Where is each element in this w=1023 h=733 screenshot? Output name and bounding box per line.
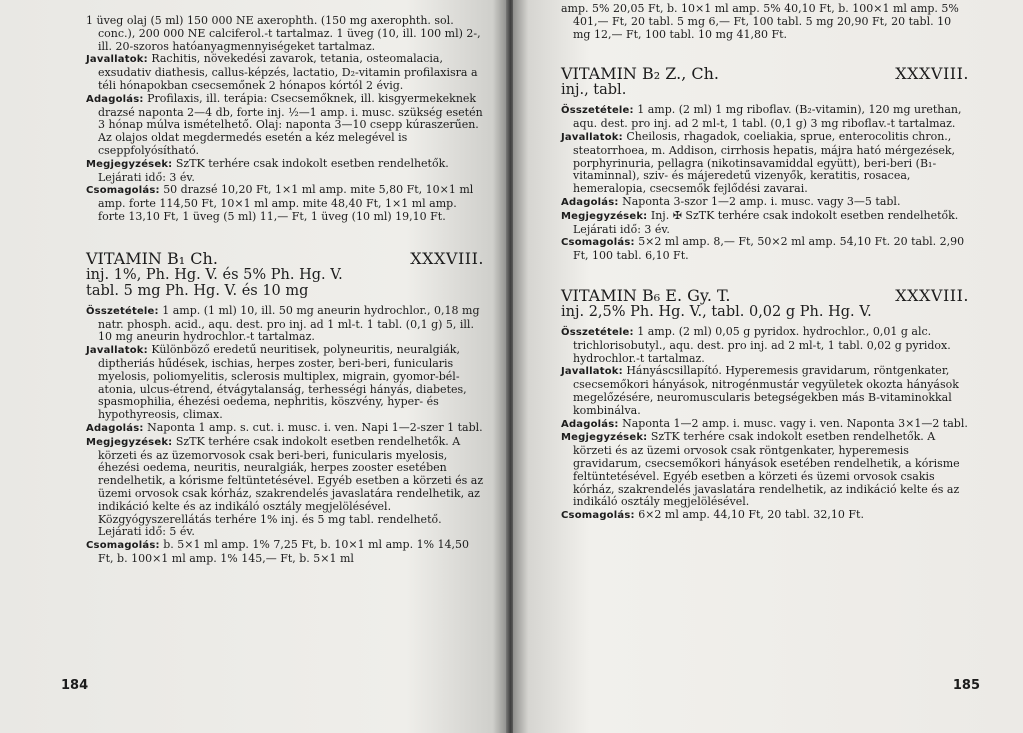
entry-title: VITAMIN B₂ Z., Ch. xyxy=(561,64,719,84)
notes-paragraph xyxy=(561,431,969,509)
paragraph-label: Javallatok: xyxy=(86,54,148,66)
paragraph-label: Csomagolás: xyxy=(561,237,635,249)
packaging-paragraph xyxy=(86,184,484,223)
dosage-paragraph xyxy=(86,93,484,158)
composition-paragraph xyxy=(561,326,969,365)
paragraph-text: Naponta 1 amp. s. cut. i. musc. i. ven. Napi 1—2-szer 1 tabl. xyxy=(147,420,483,434)
paragraph-text: 5×2 ml amp. 8,— Ft, 50×2 ml amp. 54,10 Ft. 20 tabl. 2,90 Ft, 100 tabl. 6,10 Ft. xyxy=(573,235,965,263)
paragraph-text: Inj. ✠ SzTK terhére csak indokolt esetben rendelhetők. Lejárati idő: 3 év. xyxy=(573,208,959,236)
composition-paragraph xyxy=(86,305,484,344)
paragraph-label: Adagolás: xyxy=(86,93,144,105)
paragraph-label: Összetétele: xyxy=(561,105,634,117)
paragraph-label: Megjegyzések: xyxy=(561,210,648,222)
paragraph-label: Adagolás: xyxy=(86,422,144,434)
packaging-paragraph xyxy=(86,539,484,566)
paragraph-text: Különböző eredetű neuritisek, polyneuritis, neuralgiák, diptheriás hűdések, ischias, herpes zoster, beri-beri, funicularis myelosis, poliomyelitis, sclerosis multiplex, migrain, gyomor-bél-atonia, ulcus-étrend, étvágytalanság, terhességi hányás, diabetes, spasmophilia, éhezési oedema, nephritis, köszvény, hyper- és hypothyreosis, climax. xyxy=(98,343,467,422)
paragraph-label: Csomagolás: xyxy=(561,510,635,522)
indications-paragraph xyxy=(86,53,484,92)
entry-heading xyxy=(561,287,969,304)
paragraph-text: Naponta 3-szor 1—2 amp. i. musc. vagy 3—5 tabl. xyxy=(622,194,901,208)
paragraph-label: Összetétele: xyxy=(561,326,634,338)
paragraph-label: Javallatok: xyxy=(86,345,148,357)
notes-paragraph xyxy=(561,210,969,237)
right-column xyxy=(561,3,969,523)
notes-paragraph xyxy=(86,436,484,539)
paragraph-text: 1 amp. (2 ml) 1 mg riboflav. (B₂-vitamin), 120 mg urethan, aqu. dest. pro inj. ad 2 ml-t, 1 tabl. (0,1 g) 3 mg riboflav.-t tartalmaz. xyxy=(573,103,962,131)
indications-paragraph xyxy=(86,344,484,422)
paragraph-text: Rachitis, növekedési zavarok, tetania, osteomalacia, exsudativ diathesis, callus-képzés, lactatio, D₂-vitamin profilaxisra a téli hónapokban csecsemőnek 2 hónapos kórtól 2 évig. xyxy=(98,52,478,92)
paragraph-text: 1 amp. (1 ml) 10, ill. 50 mg aneurin hydrochlor., 0,18 mg natr. phosph. acid., aqu. dest. pro inj. ad 1 ml-t. 1 tabl. (0,1 g) 5, ill. 10 mg aneurin hydrochlor.-t tartalmaz. xyxy=(98,303,480,344)
page-number: 184 xyxy=(61,678,89,693)
paragraph-text: 1 üveg olaj (5 ml) 150 000 NE axerophth. (150 mg axerophth. sol. conc.), 200 000 NE calciferol.-t tartalmaz. 1 üveg (10, ill. 100 ml) 2-, ill. 20-szoros hatóanyagmennyiségeket tartalmaz. xyxy=(86,14,481,53)
paragraph-text: SzTK terhére csak indokolt esetben rendelhetők. Lejárati idő: 3 év. xyxy=(98,156,449,184)
paragraph-label: Csomagolás: xyxy=(86,540,160,552)
paragraph-label: Javallatok: xyxy=(561,131,623,143)
paragraph-label: Adagolás: xyxy=(561,196,619,208)
paragraph-text: Hányáscsillapító. Hyperemesis gravidarum, röntgenkater, csecsemőkori hányások, nitrogénmustár vegyületek okozta hányások megelőzésére, neuromuscularis betegségekben más B-vitaminokkal kombinálva. xyxy=(573,364,959,417)
composition-paragraph xyxy=(561,104,969,131)
paragraph-text: Naponta 1—2 amp. i. musc. vagy i. ven. Naponta 3×1—2 tabl. xyxy=(622,416,968,430)
dosage-paragraph xyxy=(86,422,484,436)
left-column xyxy=(86,15,484,566)
paragraph-text: SzTK terhére csak indokolt esetben rendelhetők. A körzeti és az üzemi orvosok csak röntgenkater, hyperemesis gravidarum, csecsemőkori hányások esetében rendelhetik, a kórisme feltüntetésével. Egyéb esetben a körzeti és üzemi orvosok csakis kórház, szakrendelés javaslatára rendelhetik, az indikáció kelte és az indikáló osztály megjelölésével. xyxy=(573,430,960,509)
indications-paragraph xyxy=(561,365,969,417)
entry-code: XXXVIII. xyxy=(895,285,969,305)
entry-code: XXXVIII. xyxy=(410,248,484,268)
paragraph-text: SzTK terhére csak indokolt esetben rendelhetők. A körzeti és az üzemorvosok csak beri-beri, funicularis myelosis, éhezési oedema, neuritis, neuralgiák, herpes zooster esetében rendelhetik, a kórisme feltüntetésével. Egyéb esetben a körzeti és az üzemi orvosok csak kórház, szakrendelés javaslatára rendelhetik, az indikáció kelte és az indikáló osztály megjelölésével. Közgyógyszerellátás terhére 1% inj. és 5 mg tabl. rendelhető. Lejárati idő: 5 év. xyxy=(98,434,484,539)
paragraph-text: 1 amp. (2 ml) 0,05 g pyridox. hydrochlor., 0,01 g alc. trichlorisobutyl., aqu. dest. pro inj. ad 2 ml-t, 1 tabl. 0,02 g pyridox. hydrochlor.-t tartalmaz. xyxy=(573,324,951,365)
page-number: 185 xyxy=(952,678,980,693)
paragraph-text: 50 drazsé 10,20 Ft, 1×1 ml amp. mite 5,80 Ft, 10×1 ml amp. forte 114,50 Ft, 10×1 ml amp. mite 48,40 Ft, 1×1 ml amp. forte 13,10 Ft, 1 üveg (5 ml) 11,— Ft, 1 üveg (10 ml) 19,10 Ft. xyxy=(98,183,474,223)
entry-form: tabl. 5 mg Ph. Hg. V. és 10 mg xyxy=(86,282,309,299)
entry-title: VITAMIN B₆ E. Gy. T. xyxy=(561,285,731,305)
entry-form: inj. 2,5% Ph. Hg. V., tabl. 0,02 g Ph. Hg. V. xyxy=(561,303,872,320)
dosage-paragraph xyxy=(561,418,969,432)
paragraph-label: Javallatok: xyxy=(561,366,623,378)
packaging-paragraph xyxy=(561,509,969,523)
paragraph-text: 6×2 ml amp. 44,10 Ft, 20 tabl. 32,10 Ft. xyxy=(638,508,864,522)
paragraph-text: Profilaxis, ill. terápia: Csecsemőknek, ill. kisgyermekeknek drazsé naponta 2—4 db, forte inj. ½—1 amp. i. musc. szükség esetén 3 hónap múlva ismételhető. Olaj: naponta 3—10 csepp kúraszerűen. Az olajos oldat megdermedés esetén a kéz melegével is cseppfolyósítható. xyxy=(98,91,483,157)
entry-heading xyxy=(561,65,969,82)
intro-paragraph xyxy=(561,3,969,41)
entry-title: VITAMIN B₁ Ch. xyxy=(86,248,218,268)
entry-code: XXXVIII. xyxy=(895,64,969,84)
left-page xyxy=(0,0,508,733)
entry-form: inj., tabl. xyxy=(561,82,627,99)
packaging-paragraph xyxy=(561,236,969,263)
paragraph-text: Cheilosis, rhagadok, coeliakia, sprue, enterocolitis chron., steatorrhoea, m. Addison, cirrhosis hepatis, májra ható mérgezések, porphyrinuria, pellagra (nikotinsavamiddal együtt), beri-beri (B₁-vitaminnal), sziv- és májeredetű vizenyők, keratitis, rosacea, hemeralopia, csecsemők fejlődési zavarai. xyxy=(573,129,956,196)
paragraph-label: Megjegyzések: xyxy=(86,436,173,448)
indications-paragraph xyxy=(561,131,969,196)
entry-form: inj. 1%, Ph. Hg. V. és 5% Ph. Hg. V. xyxy=(86,266,343,283)
dosage-paragraph xyxy=(561,196,969,210)
paragraph-label: Megjegyzések: xyxy=(86,158,173,170)
paragraph-label: Összetétele: xyxy=(86,305,159,317)
paragraph-text: b. 5×1 ml amp. 1% 7,25 Ft, b. 10×1 ml amp. 1% 14,50 Ft, b. 100×1 ml amp. 1% 145,— Ft, b. 5×1 ml xyxy=(98,538,470,565)
paragraph-label: Csomagolás: xyxy=(86,185,160,197)
paragraph-label: Megjegyzések: xyxy=(561,432,648,444)
intro-paragraph xyxy=(86,15,484,53)
right-page xyxy=(513,0,1023,733)
notes-paragraph xyxy=(86,158,484,185)
paragraph-text: amp. 5% 20,05 Ft, b. 10×1 ml amp. 5% 40,10 Ft, b. 100×1 ml amp. 5% 401,— Ft, 20 tabl. 5 mg 6,— Ft, 100 tabl. 5 mg 20,90 Ft, 20 tabl. 10 mg 12,— Ft, 100 tabl. 10 mg 41,80 Ft. xyxy=(561,2,959,41)
entry-heading xyxy=(86,250,484,267)
paragraph-label: Adagolás: xyxy=(561,418,619,430)
